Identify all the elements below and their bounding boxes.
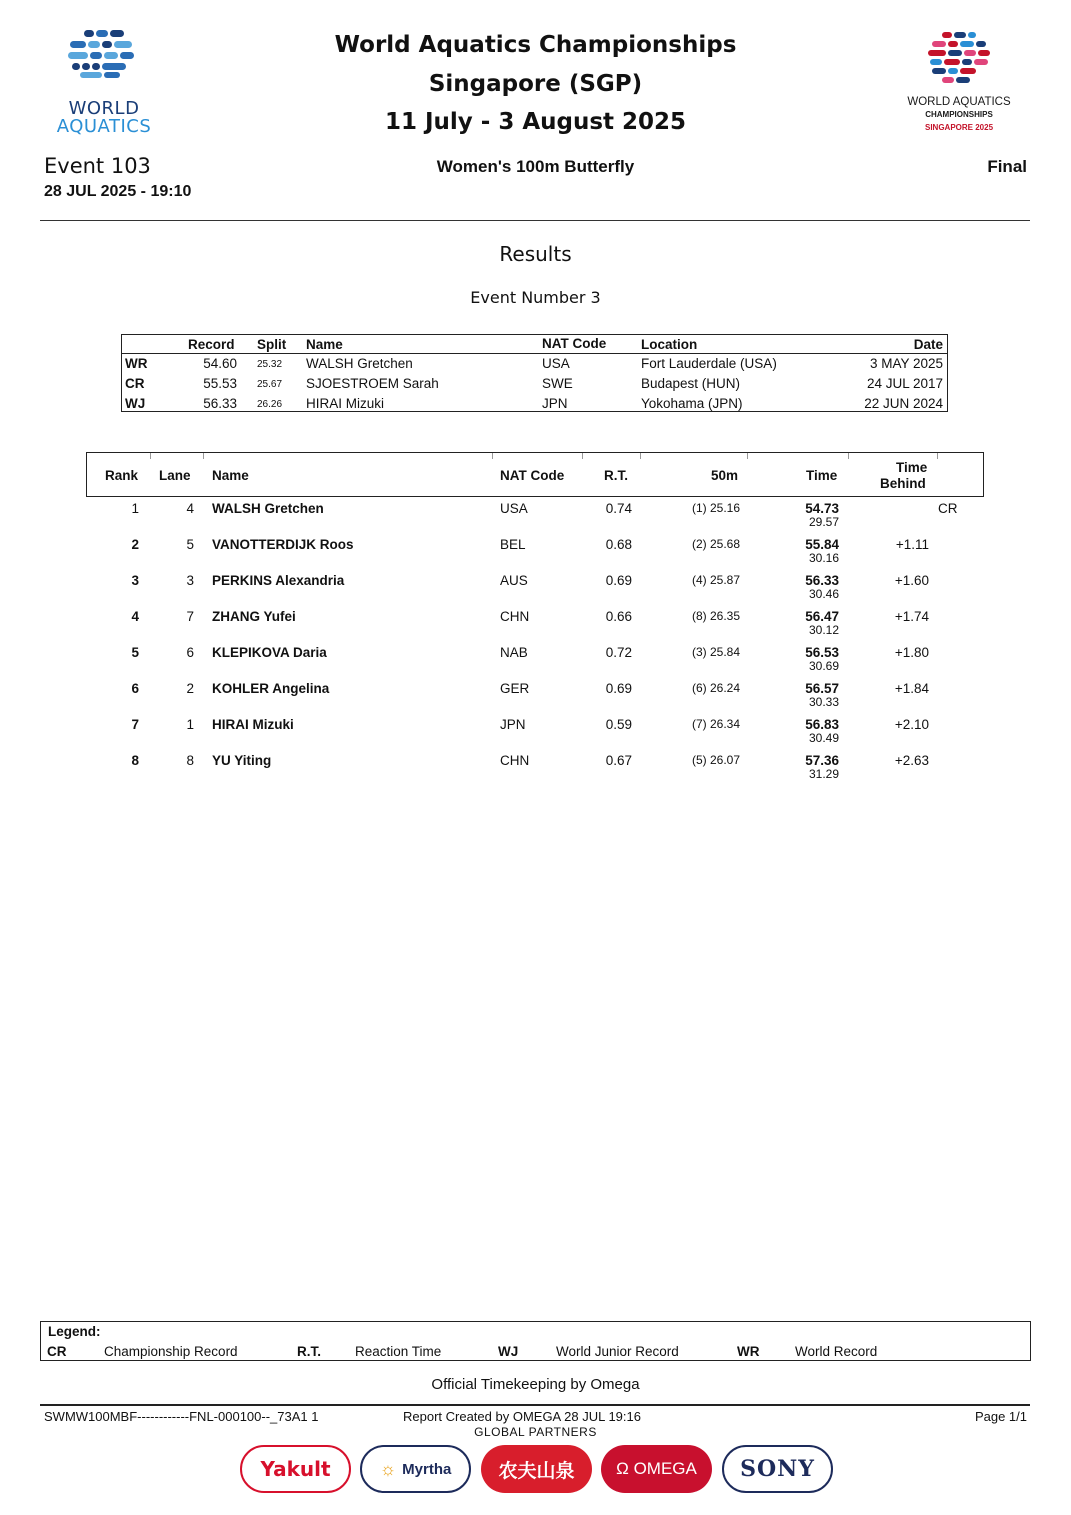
result-time: 56.57 (805, 681, 839, 696)
result-name: PERKINS Alexandria (212, 573, 345, 588)
result-split-100m: 30.12 (808, 623, 839, 637)
result-split-100m: 30.16 (808, 551, 839, 565)
record-split: 25.67 (257, 379, 283, 390)
result-time: 56.53 (805, 645, 839, 660)
championships-logo-line3: SINGAPORE 2025 (924, 123, 994, 132)
sponsor-name: Ω OMEGA (616, 1459, 697, 1478)
legend-code: R.T. (297, 1344, 322, 1359)
result-name: ZHANG Yufei (212, 609, 296, 624)
result-nat: NAB (500, 645, 528, 660)
championships-logo-line1: WORLD AQUATICS (907, 96, 1011, 108)
sponsor-sony-logo (722, 1445, 833, 1493)
legend-box (40, 1321, 1031, 1361)
result-time-behind: +2.63 (894, 753, 929, 768)
record-time: 55.53 (203, 376, 237, 391)
result-name: KOHLER Angelina (212, 681, 330, 696)
record-name: HIRAI Mizuki (306, 396, 385, 411)
result-split-50m: (6) 26.24 (691, 681, 740, 695)
result-lane: 5 (186, 537, 194, 552)
event-phase: Final (987, 157, 1027, 176)
result-split-50m: (5) 26.07 (691, 753, 740, 767)
record-split: 25.32 (257, 359, 283, 370)
result-time: 54.73 (805, 501, 839, 516)
result-nat: JPN (500, 717, 526, 732)
result-name: KLEPIKOVA Daria (212, 645, 327, 660)
sponsor-nongfu-logo (481, 1445, 592, 1493)
sponsor-omega-logo (601, 1445, 712, 1493)
sponsor-yakult-logo (240, 1445, 351, 1493)
record-nat: USA (542, 356, 570, 371)
results-header-lane: Lane (159, 468, 191, 483)
record-nat: SWE (542, 376, 573, 391)
championship-location: Singapore (SGP) (428, 71, 643, 97)
record-location: Yokohama (JPN) (641, 396, 743, 411)
record-code: CR (125, 376, 145, 391)
result-reaction-time: 0.66 (605, 609, 632, 624)
result-record: CR (938, 501, 958, 516)
logo-wordmark-line2: AQUATICS (56, 116, 152, 137)
footer-divider (40, 1404, 1030, 1406)
report-code: SWMW100MBF------------FNL-000100--_73A1 1 (44, 1409, 319, 1424)
record-date: 3 MAY 2025 (869, 356, 943, 371)
legend-code: WR (737, 1344, 760, 1359)
record-name: WALSH Gretchen (306, 356, 413, 371)
result-name: HIRAI Mizuki (212, 717, 294, 732)
records-header-nat: NAT Code (542, 336, 607, 351)
result-split-100m: 30.33 (808, 695, 839, 709)
global-partners-label: GLOBAL PARTNERS (474, 1425, 597, 1439)
result-rank: 3 (131, 573, 139, 588)
championship-title: World Aquatics Championships (334, 32, 737, 58)
results-header-nat: NAT Code (500, 468, 565, 483)
event-number-label: Event Number 3 (470, 288, 601, 307)
sponsor-name: 农夫山泉 (498, 1459, 575, 1482)
record-location: Fort Lauderdale (USA) (641, 356, 777, 371)
result-time-behind: +1.74 (894, 609, 929, 624)
record-code: WJ (125, 396, 146, 411)
result-split-50m: (8) 26.35 (691, 609, 740, 623)
result-time-behind: +2.10 (894, 717, 929, 732)
result-rank: 5 (131, 645, 139, 660)
result-reaction-time: 0.72 (605, 645, 632, 660)
result-time: 56.33 (805, 573, 839, 588)
result-reaction-time: 0.69 (605, 573, 632, 588)
result-time: 56.47 (805, 609, 839, 624)
result-lane: 1 (186, 717, 194, 732)
result-nat: CHN (500, 609, 530, 624)
result-nat: USA (500, 501, 528, 516)
record-code: WR (125, 356, 148, 371)
records-header-record: Record (188, 337, 235, 352)
records-header-date: Date (913, 337, 943, 352)
result-lane: 4 (186, 501, 194, 516)
record-nat: JPN (542, 396, 568, 411)
result-rank: 6 (131, 681, 139, 696)
record-name: SJOESTROEM Sarah (306, 376, 439, 391)
result-nat: BEL (500, 537, 526, 552)
record-location: Budapest (HUN) (641, 376, 741, 391)
result-time: 56.83 (805, 717, 839, 732)
results-header-time: Time (806, 468, 838, 483)
result-nat: CHN (500, 753, 530, 768)
result-lane: 7 (186, 609, 194, 624)
record-date: 22 JUN 2024 (864, 396, 943, 411)
result-rank: 7 (131, 717, 139, 732)
result-name: VANOTTERDIJK Roos (212, 537, 354, 552)
result-reaction-time: 0.68 (605, 537, 632, 552)
official-timekeeping: Official Timekeeping by Omega (431, 1376, 640, 1393)
legend-text: World Record (795, 1344, 878, 1359)
result-time-behind: +1.84 (894, 681, 929, 696)
result-lane: 6 (186, 645, 194, 660)
result-split-50m: (3) 25.84 (691, 645, 740, 659)
sponsor-name: SONY (740, 1456, 815, 1482)
results-header-50m: 50m (711, 468, 739, 483)
result-lane: 2 (186, 681, 194, 696)
result-split-100m: 30.69 (808, 659, 839, 673)
result-rank: 4 (131, 609, 139, 624)
result-name: WALSH Gretchen (212, 501, 324, 516)
page-number: Page 1/1 (974, 1409, 1027, 1424)
result-lane: 3 (186, 573, 194, 588)
record-date: 24 JUL 2017 (866, 376, 943, 391)
result-time-behind: +1.11 (895, 537, 929, 552)
results-header-rank: Rank (105, 468, 139, 483)
event-datetime: 28 JUL 2025 - 19:10 (44, 183, 192, 200)
header-divider (40, 220, 1030, 221)
records-table (121, 334, 948, 412)
sponsor-name: Myrtha (402, 1460, 452, 1478)
records-header-location: Location (641, 337, 698, 352)
legend-text: Reaction Time (355, 1344, 442, 1359)
result-lane: 8 (186, 753, 194, 768)
results-title: Results (499, 242, 572, 266)
result-reaction-time: 0.69 (605, 681, 632, 696)
result-split-50m: (4) 25.87 (691, 573, 740, 587)
result-reaction-time: 0.74 (605, 501, 632, 516)
records-header-name: Name (306, 337, 343, 352)
result-rank: 8 (131, 753, 139, 768)
sponsor-name: Yakult (260, 1457, 331, 1481)
result-time: 57.36 (805, 753, 839, 768)
result-split-100m: 29.57 (808, 515, 839, 529)
championships-logo (888, 28, 1030, 138)
logo-wordmark-line1: WORLD (68, 98, 140, 119)
result-time-behind: +1.60 (894, 573, 929, 588)
sun-icon: ☼ (379, 1458, 397, 1479)
legend-code: CR (47, 1344, 67, 1359)
legend-title: Legend: (48, 1324, 101, 1339)
result-split-50m: (7) 26.34 (691, 717, 740, 731)
result-rank: 2 (131, 537, 139, 552)
result-split-50m: (2) 25.68 (691, 537, 740, 551)
records-header-divider (122, 353, 947, 354)
championships-logo-icon (926, 30, 992, 88)
result-split-100m: 30.49 (808, 731, 839, 745)
result-reaction-time: 0.59 (605, 717, 632, 732)
results-header-name: Name (212, 468, 249, 483)
result-split-100m: 31.29 (808, 767, 839, 781)
championship-dates: 11 July - 3 August 2025 (384, 109, 687, 135)
result-rank: 1 (131, 501, 139, 516)
result-split-50m: (1) 25.16 (691, 501, 740, 515)
results-header-rt: R.T. (604, 468, 629, 483)
event-number: Event 103 (44, 154, 151, 178)
result-time: 55.84 (805, 537, 839, 552)
sponsor-myrtha-logo (360, 1445, 471, 1493)
result-nat: GER (500, 681, 530, 696)
results-header-behind-line1: Time (896, 460, 928, 475)
record-split: 26.26 (257, 399, 283, 410)
report-created: Report Created by OMEGA 28 JUL 19:16 (403, 1409, 641, 1424)
legend-text: Championship Record (104, 1344, 238, 1359)
records-header-split: Split (257, 337, 287, 352)
result-nat: AUS (500, 573, 528, 588)
result-split-100m: 30.46 (808, 587, 839, 601)
result-name: YU Yiting (212, 753, 272, 768)
event-name: Women's 100m Butterfly (436, 157, 635, 176)
results-header-behind-line2: Behind (880, 476, 926, 491)
result-time-behind: +1.80 (894, 645, 929, 660)
legend-text: World Junior Record (556, 1344, 679, 1359)
record-time: 54.60 (203, 356, 237, 371)
result-reaction-time: 0.67 (605, 753, 632, 768)
championships-logo-line2: CHAMPIONSHIPS (925, 110, 993, 119)
record-time: 56.33 (203, 396, 237, 411)
legend-code: WJ (498, 1344, 519, 1359)
